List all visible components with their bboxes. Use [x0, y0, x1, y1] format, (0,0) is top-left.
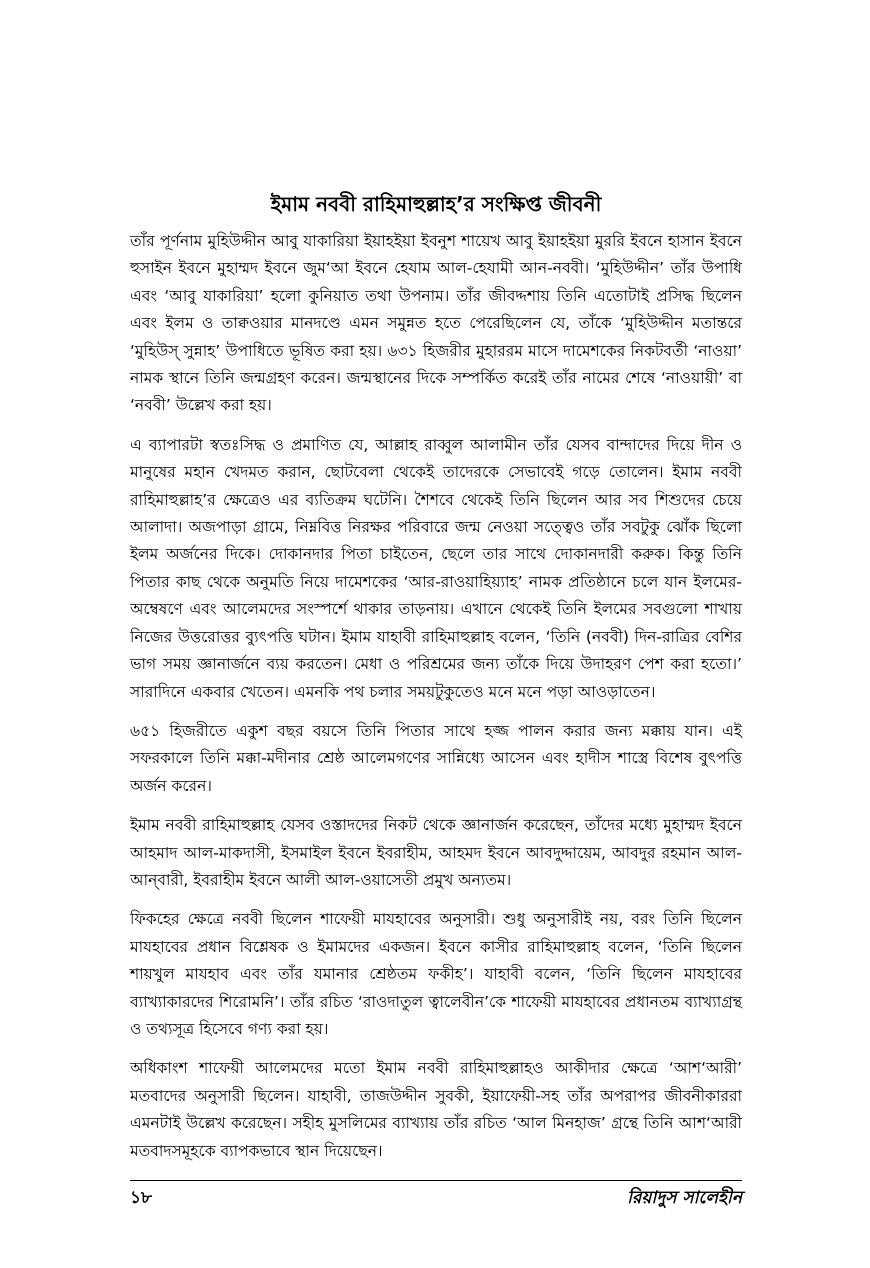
page-content [130, 190, 742, 1190]
paragraph-name-origin: তাঁর পূর্ণনাম মুহিউদ্দীন আবু যাকারিয়া ইয়াহইয়া ইবনুশ শায়েখ আবু ইয়াহইয়া মুররি ইবনে হাসান ইবনে হুসাইন ইবনে মুহাম্মদ ইবনে জুম‘আ ইবনে হেযাম আল-হেযামী আন-নববী। ‘মুহিউদ্দীন’ তাঁর উপাধি এবং ‘আবু যাকারিয়া’ হলো কুনিয়াত তথা উপনাম। তাঁর জীবদ্দশায় তিনি এতোটাই প্রসিদ্ধ ছিলেন এবং ইলম ও তাক্বওয়ার মানদণ্ডে এমন সমুন্নত হতে পেরেছিলেন যে, তাঁকে ‘মুহিউদ্দীন মতান্তরে ‘মুহিউস্ সুন্নাহ’ উপাধিতে ভূষিত করা হয়। ৬৩১ হিজরীর মুহাররম মাসে দামেশকের নিকটবর্তী ‘নাওয়া’ নামক স্থানে তিনি জন্মগ্রহণ করেন। জন্মস্থানের দিকে সম্পর্কিত করেই তাঁর নামের শেষে ‘নাওয়ায়ী’ বা ‘নববী’ উল্লেখ করা হয়। [130, 232, 742, 415]
paragraph-aqidah: অধিকাংশ শাফেয়ী আলেমদের মতো ইমাম নববী রাহিমাহুল্লাহও আকীদার ক্ষেত্রে ‘আশ‘আরী’ মতবাদের অনুসারী ছিলেন। যাহাবী, তাজউদ্দীন সুবকী, ইয়াফেয়ী-সহ তাঁর অপরাপর জীবনীকাররা এমনটাই উল্লেখ করেছেন। সহীহ মুসলিমের ব্যাখ্যায় তাঁর রচিত ‘আল মিনহাজ’ গ্রন্থে তিনি আশ‘আরী মতবাদসমূহকে ব্যাপকভাবে স্থান দিয়েছেন। [130, 1059, 742, 1160]
paragraph-hajj: ৬৫১ হিজরীতে একুশ বছর বয়সে তিনি পিতার সাথে হজ্জ পালন করার জন্য মক্কায় যান। এই সফরকালে তিনি মক্কা-মদীনার শ্রেষ্ঠ আলেমগণের সান্নিধ্যে আসেন এবং হাদীস শাস্ত্রে বিশেষ বুৎপত্তি অর্জন করেন। [130, 721, 742, 795]
paragraph-early-life: এ ব্যাপারটা স্বতঃসিদ্ধ ও প্রমাণিত যে, আল্লাহ রাব্বুল আলামীন তাঁর যেসব বান্দাদের দিয়ে দীন ও মানুষের মহান খেদমত করান, ছোটবেলা থেকেই তাদেরকে সেভাবেই গড়ে তোলেন। ইমাম নববী রাহিমাহুল্লাহ’র ক্ষেত্রেও এর ব্যতিক্রম ঘটেনি। শৈশবে থেকেই তিনি ছিলেন আর সব শিশুদের চেয়ে আলাদা। অজপাড়া গ্রামে, নিম্নবিত্ত নিরক্ষর পরিবারে জন্ম নেওয়া সত্ত্বেও তাঁর সবটুকু ঝোঁক ছিলো ইলম অর্জনের দিকে। দোকানদার পিতা চাইতেন, ছেলে তার সাথে দোকানদারী করুক। কিন্তু তিনি পিতার কাছ থেকে অনুমতি নিয়ে দামেশকের ‘আর-রাওয়াহিয়্যাহ’ নামক প্রতিষ্ঠানে চলে যান ইলমের-অম্বেষণে এবং আলেমদের সংস্পর্শে থাকার তাড়নায়। এখানে থেকেই তিনি ইলমের সবগুলো শাখায় নিজের উত্তরোত্তর ব্যুৎপত্তি ঘটান। ইমাম যাহাবী রাহিমাহুল্লাহ বলেন, ‘তিনি (নববী) দিন-রাত্রির বেশির ভাগ সময় জ্ঞানার্জনে ব্যয় করতেন। মেধা ও পরিশ্রমের জন্য তাঁকে দিয়ে উদাহরণ পেশ করা হতো।’ সারাদিনে একবার খেতেন। এমনকি পথ চলার সময়টুকুতেও মনে মনে পড়া আওড়াতেন। [130, 435, 742, 701]
paragraph-fiqh: ফিকহের ক্ষেত্রে নববী ছিলেন শাফেয়ী মাযহাবের অনুসারী। শুধু অনুসারীই নয়, বরং তিনি ছিলেন মাযহাবের প্রধান বিশ্লেষক ও ইমামদের একজন। ইবনে কাসীর রাহিমাহুল্লাহ বলেন, ‘তিনি ছিলেন শায়খুল মাযহাব এবং তাঁর যমানার শ্রেষ্ঠতম ফকীহ’। যাহাবী বলেন, ‘তিনি ছিলেন মাযহাবের ব্যাখ্যাকারদের শিরোমনি’। তাঁর রচিত ‘রাওদাতুল ত্বালেবীন’কে শাফেয়ী মাযহাবের প্রধানতম ব্যাখ্যাগ্রন্থ ও তথ্যসূত্র হিসেবে গণ্য করা হয়। [130, 910, 742, 1038]
chapter-title: ইমাম নববী রাহিমাহুল্লাহ’র সংক্ষিপ্ত জীবনী [270, 192, 602, 216]
book-title: রিয়াদুস সালেহীন [627, 1188, 742, 1208]
page-footer [130, 1180, 742, 1211]
page-number: ১৮ [130, 1188, 153, 1208]
paragraph-teachers: ইমাম নববী রাহিমাহুল্লাহ যেসব ওস্তাদদের নিকট থেকে জ্ঞানার্জন করেছেন, তাঁদের মধ্যে মুহাম্মদ ইবনে আহমাদ আল-মাকদাসী, ইসমাইল ইবনে ইবরাহীম, আহমদ ইবনে আবদুদ্দায়েম, আবদুর রহমান আল-আন্‌বারী, ইবরাহীম ইবনে আলী আল-ওয়াসেতী প্রমুখ অন্যতম। [130, 816, 742, 889]
